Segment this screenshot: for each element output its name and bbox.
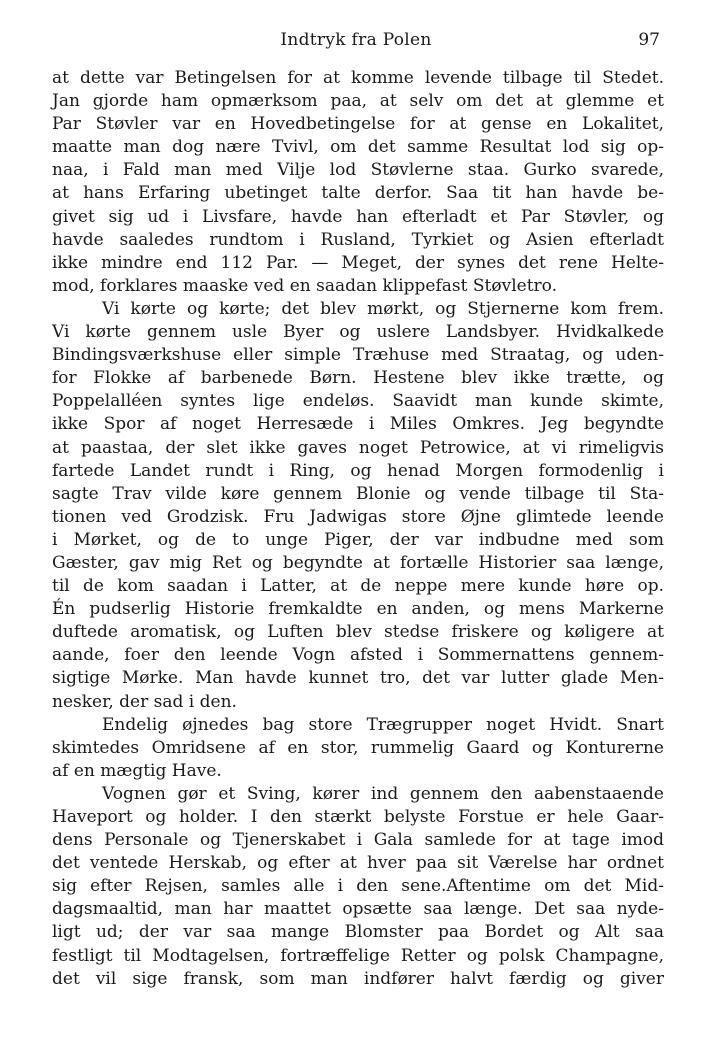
text-line: Bindingsværkshuse eller simple Træhuse med Straatag, og uden- xyxy=(52,345,664,366)
text-line: at hans Erfaring ubetinget talte derfor. Saa tit han havde be- xyxy=(52,183,664,204)
page-header xyxy=(52,30,660,56)
text-line: det vil sige fransk, som man indfører halvt færdig og giver xyxy=(52,968,664,989)
text-line: Vognen gør et Sving, kører ind gennem den aabenstaaende xyxy=(102,783,664,804)
text-line: af en mægtig Have. xyxy=(52,760,222,781)
text-line: ligt ud; der var saa mange Blomster paa Bordet og Alt saa xyxy=(52,922,664,943)
text-line: ikke mindre end 112 Par. — Meget, der synes det rene Helte- xyxy=(52,252,664,273)
text-line: havde saaledes rundtom i Rusland, Tyrkiet og Asien efterladt xyxy=(52,229,664,250)
text-line: Poppelalléen syntes lige endeløs. Saavidt man kunde skimte, xyxy=(52,391,664,412)
text-line: Endelig øjnedes bag store Trægrupper noget Hvidt. Snart xyxy=(102,714,664,735)
body-text xyxy=(52,67,664,991)
text-line: sig efter Rejsen, samles alle i den sene.Aftentime om det Mid- xyxy=(52,876,664,897)
text-line: tionen ved Grodzisk. Fru Jadwigas store Øjne glimtede leende xyxy=(52,506,664,527)
text-line: duftede aromatisk, og Luften blev stedse friskere og køligere at xyxy=(52,622,664,643)
text-line: Vi kørte gennem usle Byer og uslere Landsbyer. Hvidkalkede xyxy=(52,322,664,343)
text-line: maatte man dog nære Tvivl, om det samme Resultat lod sig op- xyxy=(52,137,664,158)
text-line: sigtige Mørke. Man havde kunnet tro, det var lutter glade Men- xyxy=(52,668,664,689)
text-line: aande, foer den leende Vogn afsted i Sommernattens gennem- xyxy=(52,645,664,666)
text-line: Par Støvler var en Hovedbetingelse for at gense en Lokalitet, xyxy=(52,114,664,135)
text-line: at paastaa, der slet ikke gaves noget Petrowice, at vi rimeligvis xyxy=(52,437,664,458)
text-line: ikke Spor af noget Herresæde i Miles Omkres. Jeg begyndte xyxy=(52,414,664,435)
text-line: i Mørket, og de to unge Piger, der var indbudne med som xyxy=(52,529,664,550)
text-line: Jan gjorde ham opmærksom paa, at selv om det at glemme et xyxy=(52,91,664,112)
text-line: at dette var Betingelsen for at komme levende tilbage til Stedet. xyxy=(52,68,664,88)
text-line: dagsmaaltid, man har maattet opsætte saa længe. Det saa nyde- xyxy=(52,899,664,920)
text-line: dens Personale og Tjenerskabet i Gala samlede for at tage imod xyxy=(52,830,664,851)
text-line: for Flokke af barbenede Børn. Hestene blev ikke trætte, og xyxy=(52,368,664,389)
text-line: Gæster, gav mig Ret og begyndte at fortælle Historier saa længe, xyxy=(52,552,664,573)
text-line: festligt til Modtagelsen, fortræffelige Retter og polsk Champagne, xyxy=(52,945,664,966)
page-number: 97 xyxy=(638,30,660,50)
text-line: givet sig ud i Livsfare, havde han efterladt et Par Støvler, og xyxy=(52,206,664,227)
text-line: naa, i Fald man med Vilje lod Støvlerne staa. Gurko svarede, xyxy=(52,160,664,181)
text-line: fartede Landet rundt i Ring, og henad Morgen formodenlig i xyxy=(52,460,664,481)
text-line: Vi kørte og kørte; det blev mørkt, og Stjernerne kom frem. xyxy=(102,298,664,319)
text-line: Haveport og holder. I den stærkt belyste Forstue er hele Gaar- xyxy=(52,807,664,827)
text-line: nesker, der sad i den. xyxy=(52,691,237,712)
text-line: Én pudserlig Historie fremkaldte en anden, og mens Markerne xyxy=(52,599,664,620)
text-line: sagte Trav vilde køre gennem Blonie og vende tilbage til Sta- xyxy=(52,483,664,504)
running-title: Indtryk fra Polen xyxy=(280,30,432,50)
text-line: skimtedes Omridsene af en stor, rummelig Gaard og Konturerne xyxy=(52,737,664,758)
text-line: mod, forklares maaske ved en saadan klippefast Støvletro. xyxy=(52,275,557,296)
text-line: det ventede Herskab, og efter at hver paa sit Værelse har ordnet xyxy=(52,853,664,874)
text-line: til de kom saadan i Latter, at de neppe mere kunde høre op. xyxy=(52,576,664,597)
